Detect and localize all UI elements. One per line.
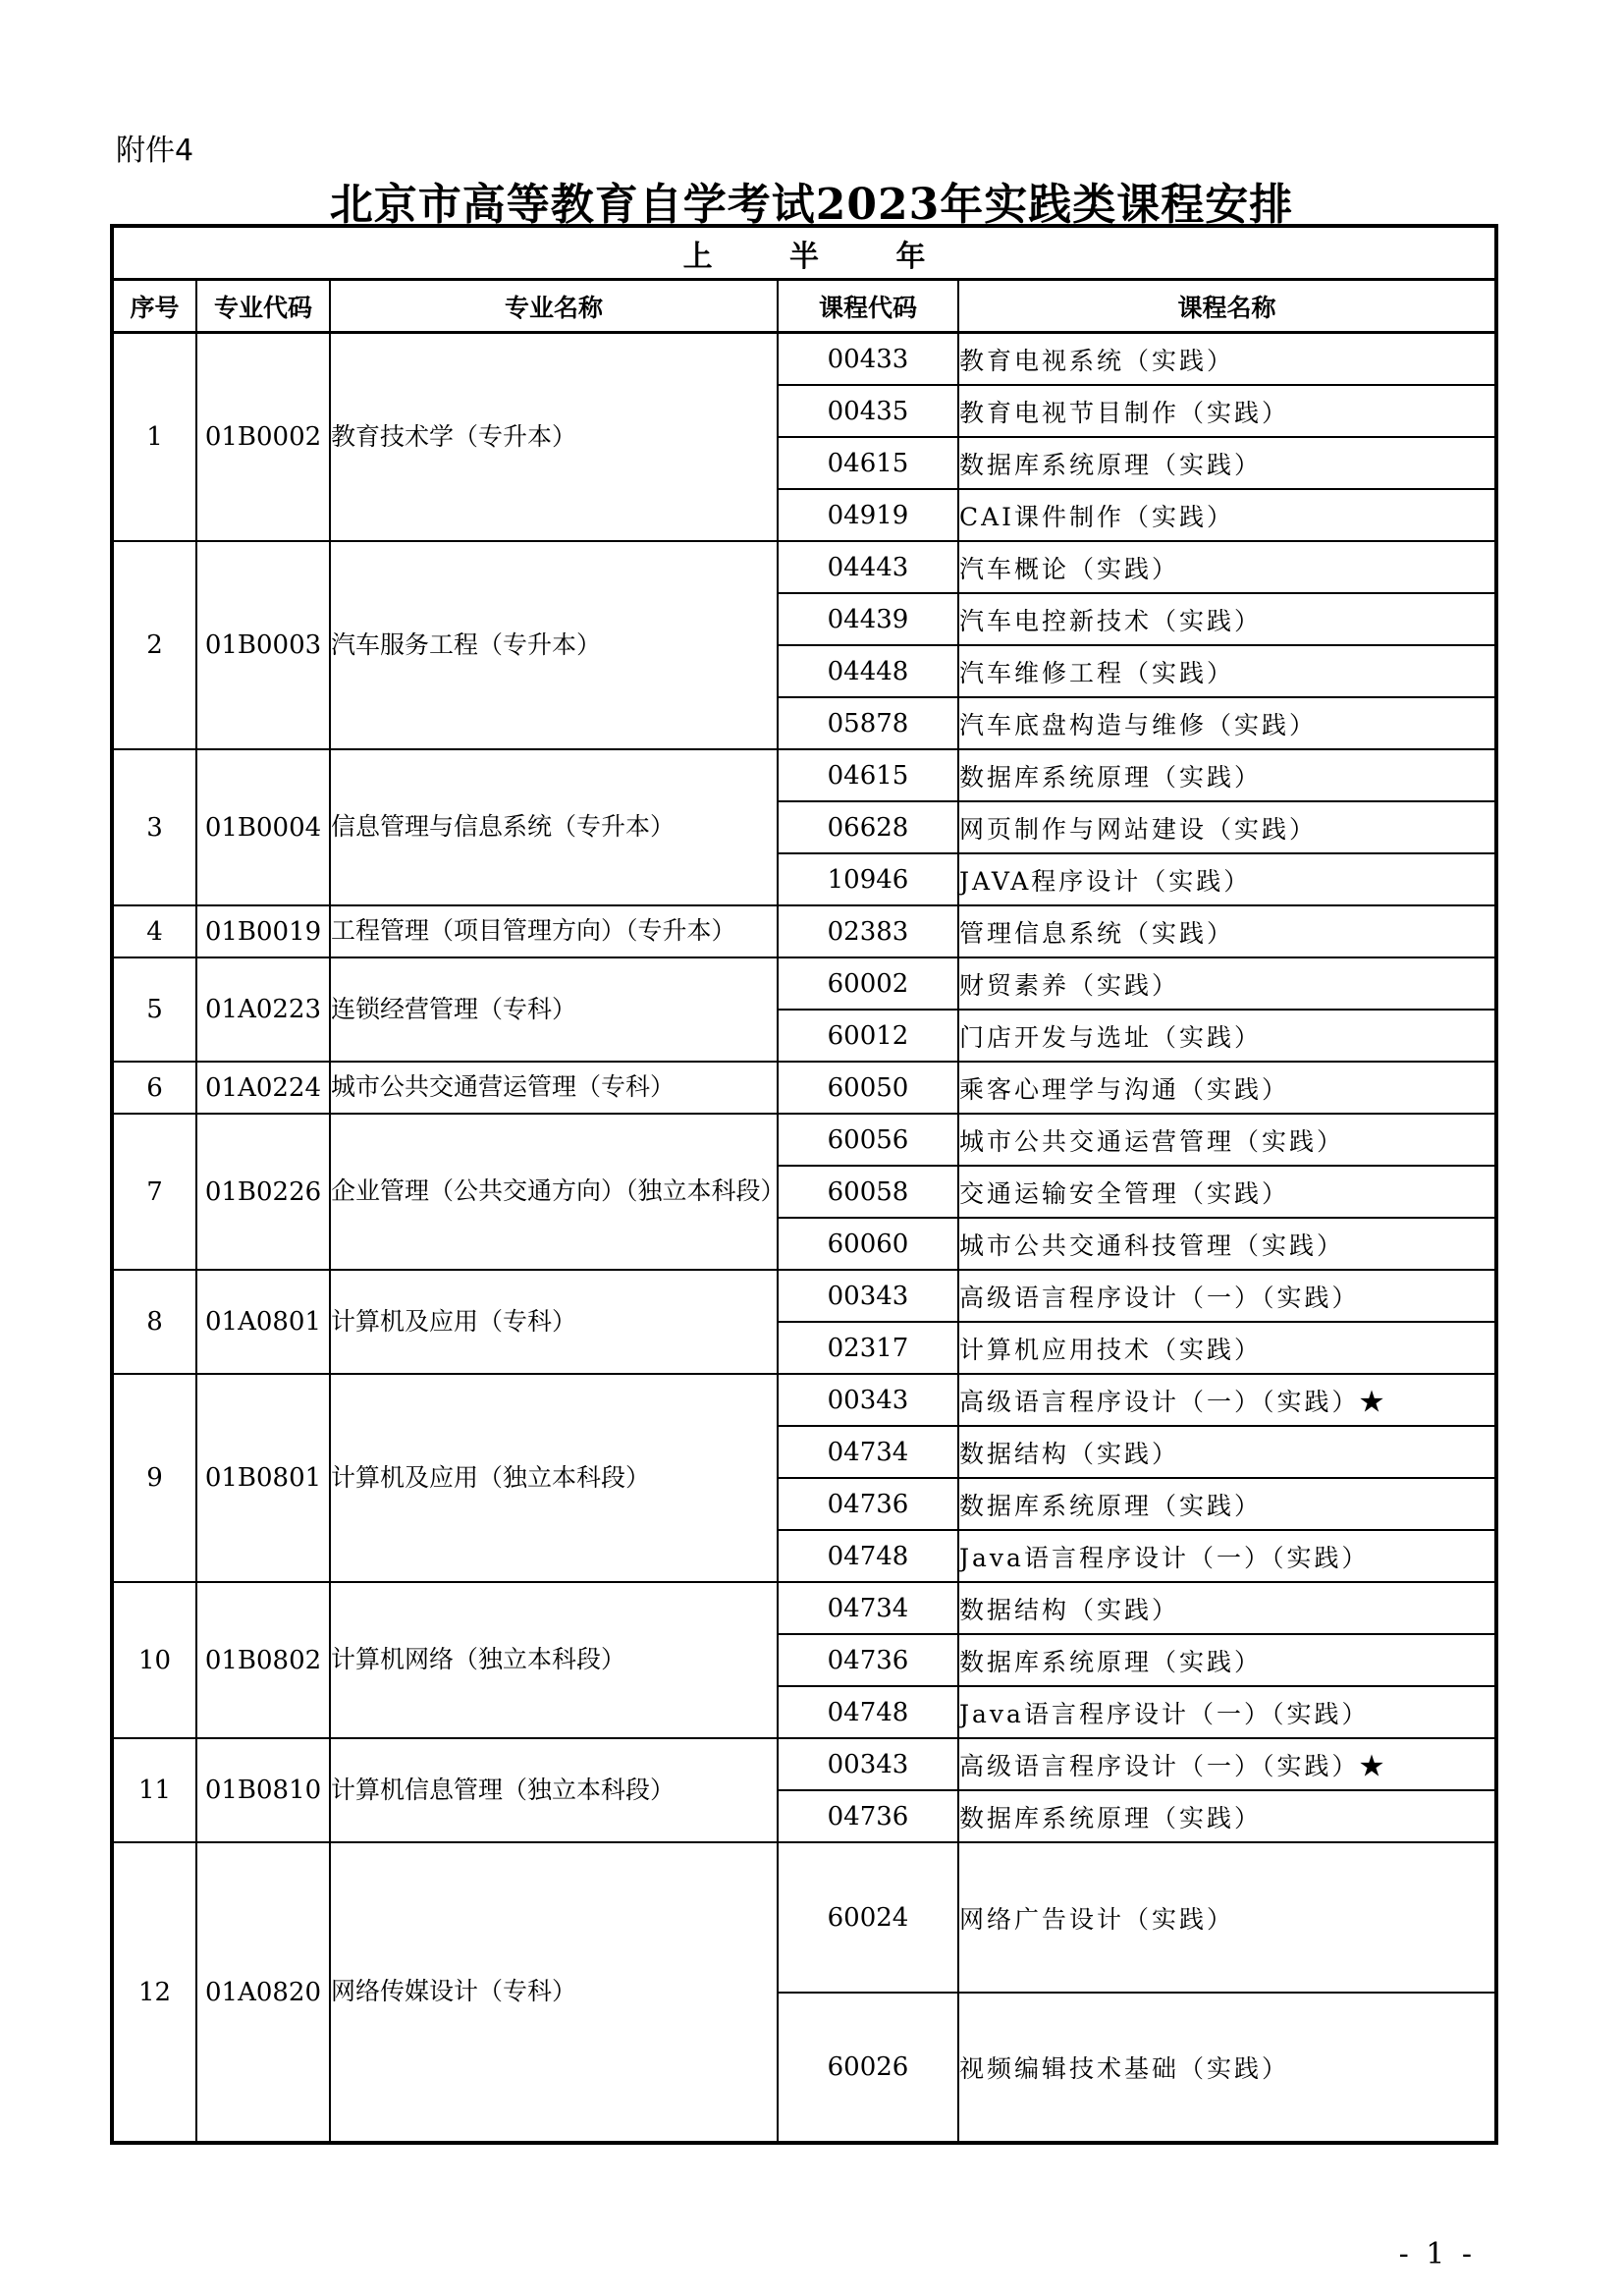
major-seq: 3 [112, 749, 196, 905]
course-code: 00435 [778, 385, 958, 437]
course-code: 04448 [778, 645, 958, 697]
course-code: 04443 [778, 541, 958, 593]
course-name: 数据库系统原理（实践） [958, 749, 1496, 801]
course-code: 60060 [778, 1218, 958, 1270]
table-row [112, 1738, 1496, 1790]
course-code: 60012 [778, 1010, 958, 1062]
major-name: 城市公共交通营运管理（专科） [330, 1062, 778, 1114]
major-seq: 6 [112, 1062, 196, 1114]
major-seq: 5 [112, 957, 196, 1062]
course-name: 网络广告设计（实践） [958, 1842, 1496, 1993]
major-seq: 1 [112, 333, 196, 542]
header-major-name: 专业名称 [330, 280, 778, 333]
course-code: 00343 [778, 1270, 958, 1322]
major-name: 计算机网络（独立本科段） [330, 1582, 778, 1738]
course-code: 60058 [778, 1166, 958, 1218]
course-code: 04615 [778, 749, 958, 801]
course-code: 60026 [778, 1993, 958, 2143]
major-code: 01B0019 [196, 905, 330, 957]
major-code: 01B0002 [196, 333, 330, 542]
course-name: 数据库系统原理（实践） [958, 1478, 1496, 1530]
major-name: 网络传媒设计（专科） [330, 1842, 778, 2143]
major-seq: 10 [112, 1582, 196, 1738]
course-code: 06628 [778, 801, 958, 853]
course-name: 数据库系统原理（实践） [958, 1790, 1496, 1842]
course-code: 04736 [778, 1790, 958, 1842]
major-name: 计算机及应用（独立本科段） [330, 1374, 778, 1582]
course-name: 财贸素养（实践） [958, 957, 1496, 1010]
course-code: 04736 [778, 1634, 958, 1686]
course-code: 04615 [778, 437, 958, 489]
major-name: 工程管理（项目管理方向）（专升本） [330, 905, 778, 957]
major-code: 01B0802 [196, 1582, 330, 1738]
major-name: 汽车服务工程（专升本） [330, 541, 778, 749]
table-row [112, 749, 1496, 801]
course-code: 00433 [778, 333, 958, 386]
table-row [112, 905, 1496, 957]
attachment-label: 附件4 [116, 134, 194, 168]
course-code: 05878 [778, 697, 958, 749]
header-course-name: 课程名称 [958, 280, 1496, 333]
course-name: 城市公共交通科技管理（实践） [958, 1218, 1496, 1270]
course-code: 04748 [778, 1530, 958, 1582]
page-number: - 1 - [1398, 2237, 1476, 2271]
major-code: 01A0223 [196, 957, 330, 1062]
course-name: 教育电视系统（实践） [958, 333, 1496, 386]
course-code: 00343 [778, 1374, 958, 1426]
course-name: CAI课件制作（实践） [958, 489, 1496, 541]
course-name: 计算机应用技术（实践） [958, 1322, 1496, 1374]
course-name: 汽车概论（实践） [958, 541, 1496, 593]
table-row [112, 1062, 1496, 1114]
major-name: 企业管理（公共交通方向）（独立本科段） [330, 1114, 778, 1270]
course-code: 04439 [778, 593, 958, 645]
course-name: 汽车电控新技术（实践） [958, 593, 1496, 645]
course-name: 高级语言程序设计（一）（实践）★ [958, 1374, 1496, 1426]
major-code: 01B0810 [196, 1738, 330, 1842]
major-seq: 8 [112, 1270, 196, 1374]
course-code: 04736 [778, 1478, 958, 1530]
course-name: 高级语言程序设计（一）（实践） [958, 1270, 1496, 1322]
table-row [112, 541, 1496, 593]
course-name: 高级语言程序设计（一）（实践）★ [958, 1738, 1496, 1790]
table-row [112, 1842, 1496, 1993]
course-code: 04748 [778, 1686, 958, 1738]
table-row [112, 957, 1496, 1010]
header-course-code: 课程代码 [778, 280, 958, 333]
course-code: 04734 [778, 1582, 958, 1634]
course-name: 管理信息系统（实践） [958, 905, 1496, 957]
course-name: 数据库系统原理（实践） [958, 1634, 1496, 1686]
course-name: 教育电视节目制作（实践） [958, 385, 1496, 437]
major-name: 计算机信息管理（独立本科段） [330, 1738, 778, 1842]
major-code: 01A0801 [196, 1270, 330, 1374]
header-row [112, 280, 1496, 333]
half-year-label: 上 半 年 [112, 226, 1496, 280]
course-code: 04919 [778, 489, 958, 541]
course-name: JAVA程序设计（实践） [958, 853, 1496, 905]
course-name: 数据结构（实践） [958, 1582, 1496, 1634]
table-body [112, 333, 1496, 2144]
course-code: 60002 [778, 957, 958, 1010]
course-name: 视频编辑技术基础（实践） [958, 1993, 1496, 2143]
half-year-row [112, 226, 1496, 280]
header-seq: 序号 [112, 280, 196, 333]
course-name: Java语言程序设计（一）（实践） [958, 1686, 1496, 1738]
major-code: 01A0820 [196, 1842, 330, 2143]
course-code: 60024 [778, 1842, 958, 1993]
major-seq: 2 [112, 541, 196, 749]
course-name: 汽车维修工程（实践） [958, 645, 1496, 697]
course-code: 02317 [778, 1322, 958, 1374]
schedule-table [110, 224, 1498, 2145]
course-name: Java语言程序设计（一）（实践） [958, 1530, 1496, 1582]
major-code: 01B0226 [196, 1114, 330, 1270]
table-row [112, 1114, 1496, 1166]
course-name: 交通运输安全管理（实践） [958, 1166, 1496, 1218]
table-row [112, 1582, 1496, 1634]
major-name: 信息管理与信息系统（专升本） [330, 749, 778, 905]
course-code: 04734 [778, 1426, 958, 1478]
course-code: 10946 [778, 853, 958, 905]
course-name: 数据库系统原理（实践） [958, 437, 1496, 489]
header-major-code: 专业代码 [196, 280, 330, 333]
course-code: 60056 [778, 1114, 958, 1166]
page-title: 北京市高等教育自学考试2023年实践类课程安排 [329, 180, 1294, 230]
major-name: 教育技术学（专升本） [330, 333, 778, 542]
major-seq: 9 [112, 1374, 196, 1582]
major-name: 连锁经营管理（专科） [330, 957, 778, 1062]
table-row [112, 1374, 1496, 1426]
course-code: 60050 [778, 1062, 958, 1114]
table-row [112, 333, 1496, 386]
course-name: 数据结构（实践） [958, 1426, 1496, 1478]
major-code: 01B0801 [196, 1374, 330, 1582]
course-name: 门店开发与选址（实践） [958, 1010, 1496, 1062]
major-name: 计算机及应用（专科） [330, 1270, 778, 1374]
course-name: 汽车底盘构造与维修（实践） [958, 697, 1496, 749]
major-code: 01B0004 [196, 749, 330, 905]
major-code: 01A0224 [196, 1062, 330, 1114]
course-name: 乘客心理学与沟通（实践） [958, 1062, 1496, 1114]
major-seq: 4 [112, 905, 196, 957]
course-name: 城市公共交通运营管理（实践） [958, 1114, 1496, 1166]
major-seq: 11 [112, 1738, 196, 1842]
major-seq: 12 [112, 1842, 196, 2143]
table-row [112, 1270, 1496, 1322]
major-seq: 7 [112, 1114, 196, 1270]
course-code: 02383 [778, 905, 958, 957]
course-name: 网页制作与网站建设（实践） [958, 801, 1496, 853]
course-code: 00343 [778, 1738, 958, 1790]
major-code: 01B0003 [196, 541, 330, 749]
